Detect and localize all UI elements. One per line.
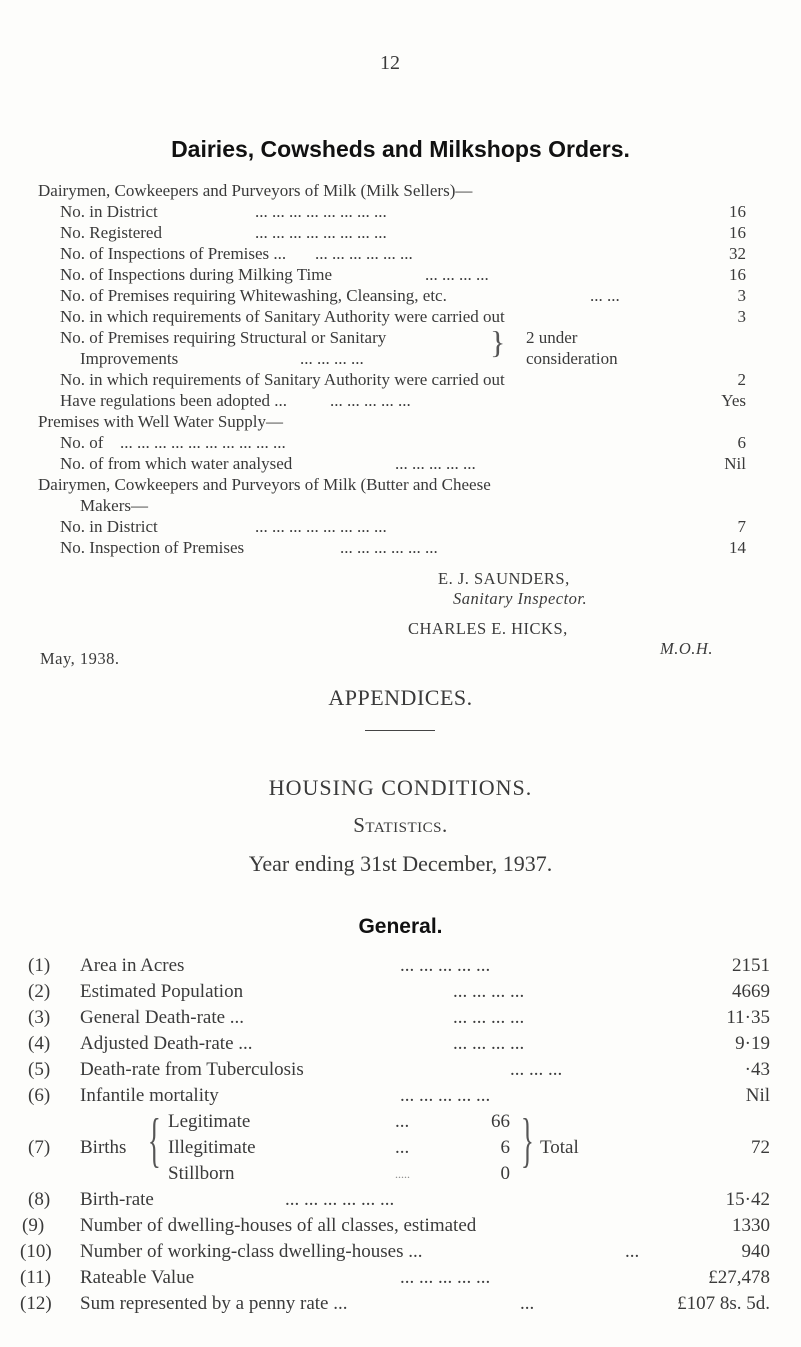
row-value: 1330 [732,1215,770,1236]
leader-dots: ... ... [590,286,620,305]
row-value: 9·19 [735,1033,770,1054]
leader-dots: ... ... ... [510,1059,563,1080]
list-item-label: No. of Premises requiring Whitewashing, Cleansing, etc. [60,286,447,305]
row-number: (3) [28,1007,51,1028]
list-item-value: 16 [729,223,746,242]
list-item-value: 16 [729,265,746,284]
section2-heading: Premises with Well Water Supply— [38,412,284,431]
row-number: (1) [28,955,51,976]
leader-dots: ... ... ... ... [453,1033,525,1054]
row-label: Adjusted Death-rate ... [80,1033,253,1054]
row-number: (11) [20,1267,51,1288]
row-label: Death-rate from Tuberculosis [80,1059,304,1080]
list-item-label: No. in which requirements of Sanitary Authority were carried out [60,370,505,389]
row-value: 4669 [732,981,770,1002]
general-heading: General. [358,915,443,938]
row-number: (10) [20,1241,52,1262]
row-number: (9) [22,1215,45,1236]
list-item-value: 14 [729,538,746,557]
row-number: (12) [20,1293,52,1314]
leader-dots: ... [395,1137,410,1158]
left-brace-icon: { [147,1107,161,1173]
row-value: 2151 [732,955,770,976]
row-number: (6) [28,1085,51,1106]
section1-heading: Dairymen, Cowkeepers and Purveyors of Milk (Milk Sellers)— [38,181,473,200]
leader-dots: ... ... ... ... ... ... [285,1189,395,1210]
leader-dots: ... ... ... ... ... [330,391,411,410]
row-label: Rateable Value [80,1267,195,1288]
list-item-label: No. of Premises requiring Structural or Sanitary [60,328,387,347]
list-item-value: Nil [724,454,746,473]
list-item-value: 3 [737,286,746,305]
births-sub-value: 0 [500,1163,510,1184]
births-sub-value: 6 [500,1137,510,1158]
leader-dots: ... ... ... ... [453,1007,525,1028]
row-number: (8) [28,1189,51,1210]
leader-dots: ... ... ... ... ... ... [340,538,438,557]
row-value: 11·35 [726,1007,770,1028]
statistics-heading: Statistics. [353,813,448,837]
row-label: Number of working-class dwelling-houses ... [80,1241,423,1262]
list-item-value: 3 [737,307,746,326]
births-sub-label: Illegitimate [168,1137,256,1158]
row-value: £27,478 [708,1267,770,1288]
row-number: (4) [28,1033,51,1054]
leader-dots: ..... [395,1167,410,1181]
row-value: Nil [745,1085,770,1106]
leader-dots: ... ... ... ... ... [400,1085,491,1106]
list-item-label: No. of [60,433,104,452]
year-heading: Year ending 31st December, 1937. [248,851,553,876]
births-total-label: Total [540,1137,579,1158]
births-sub-value: 66 [491,1111,510,1132]
signature-name-1: E. J. SAUNDERS, [438,569,570,588]
leader-dots: ... ... ... ... ... ... ... ... [255,517,387,536]
appendices-heading: APPENDICES. [328,685,473,710]
row-label: Birth-rate [80,1189,154,1210]
signature-name-2: CHARLES E. HICKS, [408,619,568,638]
leader-dots: ... [520,1293,535,1314]
report-date: May, 1938. [40,649,120,668]
row-value: ·43 [744,1059,770,1080]
housing-conditions-heading: HOUSING CONDITIONS. [268,775,533,800]
row-number: (7) [28,1137,51,1158]
dairies-title: Dairies, Cowsheds and Milkshops Orders. [171,136,630,162]
page-number: 12 [380,52,400,74]
section3-heading-cont: Makers— [80,496,148,515]
leader-dots: ... [625,1241,640,1262]
list-item-value: Yes [721,391,746,410]
list-item-label: No. in District [60,202,158,221]
row-label: Area in Acres [80,955,185,976]
row-label: General Death-rate ... [80,1007,245,1028]
births-sub-label: Stillborn [168,1163,235,1184]
list-item-value: 2 [737,370,746,389]
list-item-label: No. in which requirements of Sanitary Authority were carried out [60,307,505,326]
list-item-label: No. in District [60,517,158,536]
brace-icon: } [490,324,506,360]
leader-dots: ... ... ... ... [453,981,525,1002]
list-item-label: Have regulations been adopted ... [60,391,288,410]
leader-dots: ... [395,1111,410,1132]
list-item-label: No. Inspection of Premises [60,538,245,557]
list-item-value: 32 [729,244,746,263]
list-item-value: 7 [737,517,746,536]
row-number: (5) [28,1059,51,1080]
list-item-value: 6 [737,433,746,452]
list-item-value: consideration [526,349,618,368]
list-item-label: No. of Inspections of Premises ... [60,244,287,263]
signature-title-2: M.O.H. [660,639,713,658]
list-item-label: No. of Inspections during Milking Time [60,265,333,284]
births-label: Births [80,1137,127,1158]
row-label: Sum represented by a penny rate ... [80,1293,348,1314]
leader-dots: ... ... ... ... [425,265,489,284]
row-value: 940 [741,1241,770,1262]
row-value: 15·42 [725,1189,770,1210]
list-item-label: Improvements [80,349,179,368]
list-item-label: No. Registered [60,223,162,242]
births-total-value: 72 [751,1137,770,1158]
births-sub-label: Legitimate [168,1111,251,1132]
row-label: Estimated Population [80,981,244,1002]
row-label: Number of dwelling-houses of all classes, estimated [80,1215,477,1236]
leader-dots: ... ... ... ... ... [395,454,476,473]
row-number: (2) [28,981,51,1002]
row-label: Infantile mortality [80,1085,219,1106]
list-item-value: 16 [729,202,746,221]
leader-dots: ... ... ... ... ... ... ... ... [255,223,387,242]
leader-dots: ... ... ... ... ... [400,955,491,976]
list-item-label: No. of from which water analysed [60,454,293,473]
leader-dots: ... ... ... ... ... ... [315,244,413,263]
section3-heading: Dairymen, Cowkeepers and Purveyors of Milk (Butter and Cheese [38,475,491,494]
right-brace-icon: } [520,1107,534,1173]
leader-dots: ... ... ... ... ... ... ... ... [255,202,387,221]
leader-dots: ... ... ... ... ... ... ... ... ... ... [120,433,286,452]
list-item-value: 2 under [526,328,578,347]
signature-title-1: Sanitary Inspector. [453,589,588,608]
leader-dots: ... ... ... ... ... [400,1267,491,1288]
divider [365,730,435,731]
row-value: £107 8s. 5d. [677,1293,770,1314]
leader-dots: ... ... ... ... [300,349,364,368]
